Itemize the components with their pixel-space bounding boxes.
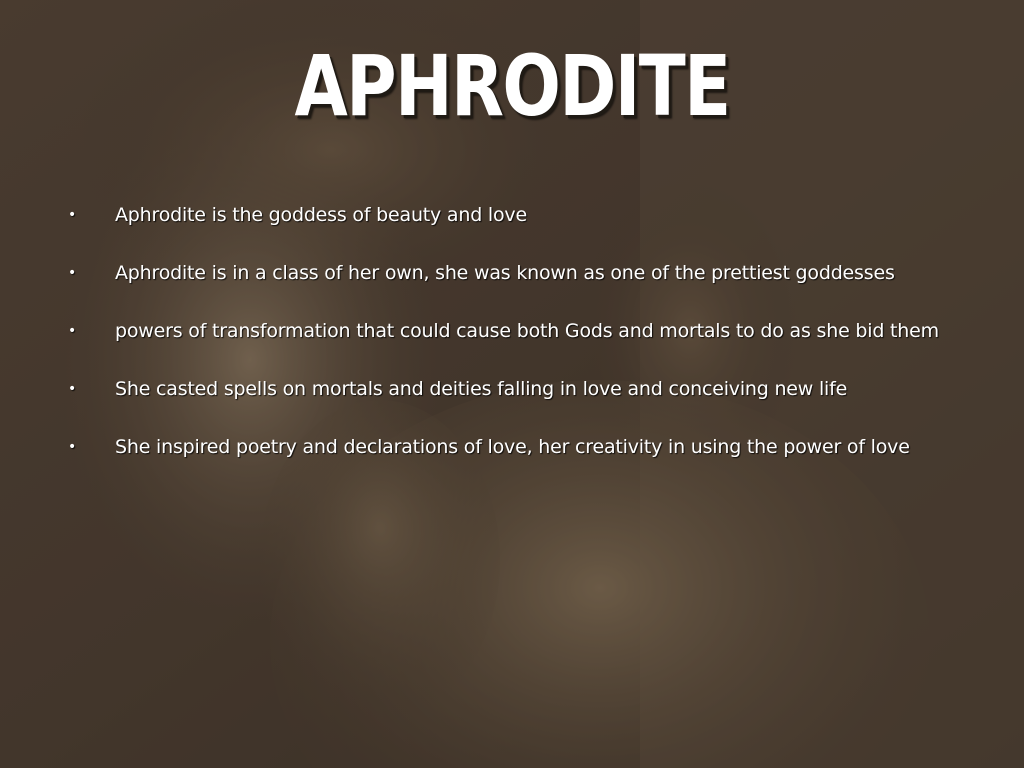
bullet-item — [62, 370, 1012, 428]
bullet-text: She casted spells on mortals and deities falling in love and conceiving new life — [115, 378, 848, 400]
bullet-icon: • — [68, 265, 77, 281]
bullet-item — [62, 428, 1012, 486]
bullet-list — [62, 196, 1012, 486]
bullet-icon: • — [68, 207, 77, 223]
bullet-text: Aphrodite is the goddess of beauty and love — [115, 204, 527, 226]
bullet-item — [62, 254, 1012, 312]
bullet-icon: • — [68, 323, 77, 339]
slide-title: APHRODITE — [294, 37, 730, 135]
bullet-icon: • — [68, 381, 77, 397]
bullet-text: Aphrodite is in a class of her own, she was known as one of the prettiest goddesses — [115, 262, 895, 284]
bullet-text: powers of transformation that could cause both Gods and mortals to do as she bid them — [115, 320, 939, 342]
bullet-text: She inspired poetry and declarations of love, her creativity in using the power of love — [115, 436, 910, 458]
bullet-item — [62, 196, 1012, 254]
bullet-icon: • — [68, 439, 77, 455]
bullet-item — [62, 312, 1012, 370]
